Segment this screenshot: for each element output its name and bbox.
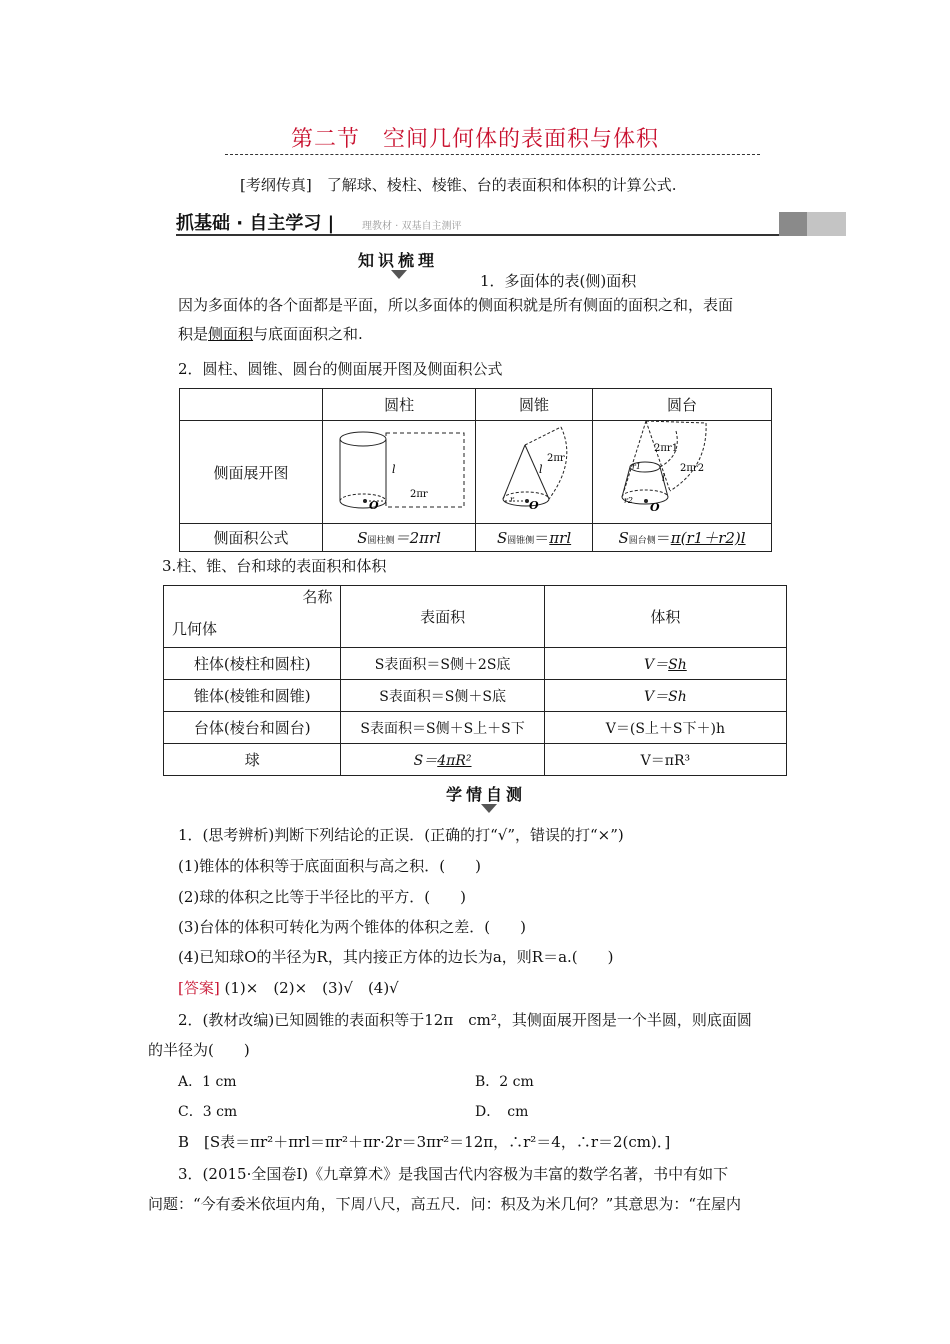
cylinder-figure — [323, 421, 476, 524]
formula-cyl-sub: 圆柱侧 — [367, 536, 395, 546]
prism-volume-pre: V＝ — [644, 656, 669, 673]
q1-item-1: (1)锥体的体积等于底面面积与高之积．( ) — [178, 857, 481, 875]
row-pyramid-volume — [544, 680, 786, 712]
formula-cyl-rest: ＝2πrl — [394, 529, 441, 547]
row-prism-area: S表面积＝S侧＋2S底 — [341, 648, 544, 680]
q2-solution: B [S表＝πr²＋πrl＝πr²＋πr·2r＝3πr²＝12π，∴r²＝4，∴r＝2(cm)．] — [178, 1133, 671, 1151]
formula-frustum — [593, 524, 772, 552]
formula-cone — [476, 524, 593, 552]
cone-net-figure — [477, 421, 591, 519]
banner-block-light — [807, 212, 846, 236]
row-pyramid-name: 锥体(棱锥和圆锥) — [164, 680, 341, 712]
header-cone: 圆锥 — [476, 389, 593, 421]
row-frustum-volume: V＝(S上＋S下＋)h — [544, 712, 786, 744]
q3-line2: 问题：“今有委米依垣内角，下周八尺，高五尺．问：积及为米几何？”其意思为：“在屋内 — [148, 1195, 742, 1213]
cone-label-o: O — [529, 499, 539, 512]
frustum-net-figure — [594, 421, 770, 519]
title-underline — [225, 154, 760, 155]
cyl-label-o: O — [369, 499, 379, 512]
row-frustum-name: 台体(棱台和圆台) — [164, 712, 341, 744]
table-corner-cell — [164, 586, 341, 648]
cone-label-arc: 2πr — [547, 453, 565, 464]
formula-cone-answer: πrl — [549, 529, 572, 547]
row-frustum-area: S表面积＝S侧＋S上＋S下 — [341, 712, 544, 744]
row-sphere-area — [341, 744, 544, 776]
outline-text: [考纲传真] 了解球、棱柱、棱锥、台的表面积和体积的计算公式. — [240, 176, 677, 194]
formula-frustum-answer: π(r1＋r2)l — [670, 529, 746, 547]
formula-frustum-s: S — [618, 529, 629, 547]
banner-rule — [176, 234, 779, 236]
frustum-figure — [593, 421, 772, 524]
row-sphere-volume: V＝πR³ — [544, 744, 786, 776]
frustum-label-arc2: 2πr2 — [680, 463, 705, 474]
row-sphere-name: 球 — [164, 744, 341, 776]
knowledge-heading-arrow-icon — [391, 270, 407, 279]
frustum-label-o: O — [650, 501, 660, 514]
cyl-label-arc: 2πr — [410, 489, 428, 500]
formula-cone-rest: ＝ — [534, 529, 550, 547]
prism-volume-answer: Sh — [668, 656, 687, 673]
formula-cone-sub: 圆锥侧 — [507, 536, 535, 546]
cone-figure — [476, 421, 593, 524]
selftest-heading: 学情自测 — [446, 785, 527, 804]
frustum-label-r1: r1 — [632, 462, 641, 471]
frustum-label-l: l — [662, 473, 666, 484]
k1-underlined-answer: 侧面积 — [208, 325, 254, 343]
banner-title: 抓基础 · 自主学习 | — [176, 213, 335, 234]
pyramid-volume-value: Sh — [668, 688, 687, 705]
row-prism-volume — [544, 648, 786, 680]
banner-block-dark — [779, 212, 807, 236]
sphere-area-pre: S＝ — [413, 752, 438, 769]
formula-cone-s: S — [496, 529, 508, 547]
selftest-heading-arrow-icon — [481, 804, 497, 813]
cylinder-net-figure — [324, 421, 474, 519]
q2-option-b: B．2 cm — [475, 1074, 534, 1090]
k1-line2 — [178, 320, 363, 348]
volume-table — [163, 585, 787, 776]
frustum-label-arc1: 2πr1 — [654, 443, 679, 454]
corner-top-label: 名称 — [302, 588, 333, 606]
q1-answer — [178, 977, 399, 998]
row-label-formula: 侧面积公式 — [180, 524, 323, 552]
k1-heading: 1．多面体的表(侧)面积 — [480, 272, 637, 290]
header-area: 表面积 — [341, 586, 544, 648]
page-title: 第二节 空间几何体的表面积与体积 — [290, 127, 659, 152]
row-prism-name: 柱体(棱柱和圆柱) — [164, 648, 341, 680]
formula-cyl-s: S — [357, 529, 368, 547]
frustum-label-r2: r2 — [624, 496, 633, 505]
k2-heading: 2．圆柱、圆锥、圆台的侧面展开图及侧面积公式 — [178, 360, 503, 378]
q1-item-2: (2)球的体积之比等于半径比的平方．( ) — [178, 888, 466, 906]
cyl-label-l: l — [392, 463, 396, 476]
k1-line1: 因为多面体的各个面都是平面，所以多面体的侧面积就是所有侧面的面积之和，表面 — [178, 296, 734, 314]
banner-subtitle: 理教材 · 双基自主测评 — [362, 221, 462, 232]
q2-option-a: A．1 cm — [178, 1074, 237, 1090]
k3-heading: 3.柱、锥、台和球的表面积和体积 — [162, 557, 387, 575]
q1-item-4: (4)已知球O的半径为R，其内接正方体的边长为a，则R＝a.( ) — [178, 948, 614, 966]
table-cell-empty — [180, 389, 323, 421]
q3-line1: 3．(2015·全国卷Ⅰ)《九章算术》是我国古代内容极为丰富的数学名著，书中有如下 — [178, 1165, 729, 1183]
q1-item-3: (3)台体的体积可转化为两个锥体的体积之差．( ) — [178, 918, 526, 936]
formula-cylinder — [323, 524, 476, 552]
k1-line2-b: 与底面面积之和. — [253, 325, 363, 343]
q2-stem-line2: 的半径为( ) — [148, 1041, 250, 1059]
formula-frustum-sub: 圆台侧 — [628, 536, 656, 546]
corner-bottom-label: 几何体 — [172, 620, 218, 638]
header-volume: 体积 — [544, 586, 786, 648]
header-frustum: 圆台 — [593, 389, 772, 421]
row-pyramid-area: S表面积＝S侧＋S底 — [341, 680, 544, 712]
knowledge-heading: 知识梳理 — [358, 251, 439, 270]
q2-option-c: C．3 cm — [178, 1104, 238, 1120]
sphere-area-answer: 4πR² — [437, 752, 472, 769]
header-cylinder: 圆柱 — [323, 389, 476, 421]
q1-answer-text: (1)× (2)× (3)√ (4)√ — [224, 979, 399, 997]
pyramid-volume-pre: V＝ — [644, 688, 669, 705]
q1-stem: 1．(思考辨析)判断下列结论的正误．(正确的打“√”，错误的打“×”) — [178, 826, 624, 844]
lateral-area-table — [179, 388, 772, 552]
q1-answer-label: [答案] — [178, 979, 220, 997]
k1-line2-a: 积是 — [178, 325, 209, 343]
cone-label-l: l — [539, 463, 543, 476]
formula-frustum-rest: ＝ — [655, 529, 671, 547]
q2-stem-line1: 2．(教材改编)已知圆锥的表面积等于12π cm²，其侧面展开图是一个半圆，则底面圆 — [178, 1011, 752, 1029]
section-banner — [176, 208, 846, 236]
q2-option-d: D． cm — [475, 1104, 529, 1120]
cone-label-r: r — [510, 495, 514, 504]
row-label-development: 侧面展开图 — [180, 421, 323, 524]
